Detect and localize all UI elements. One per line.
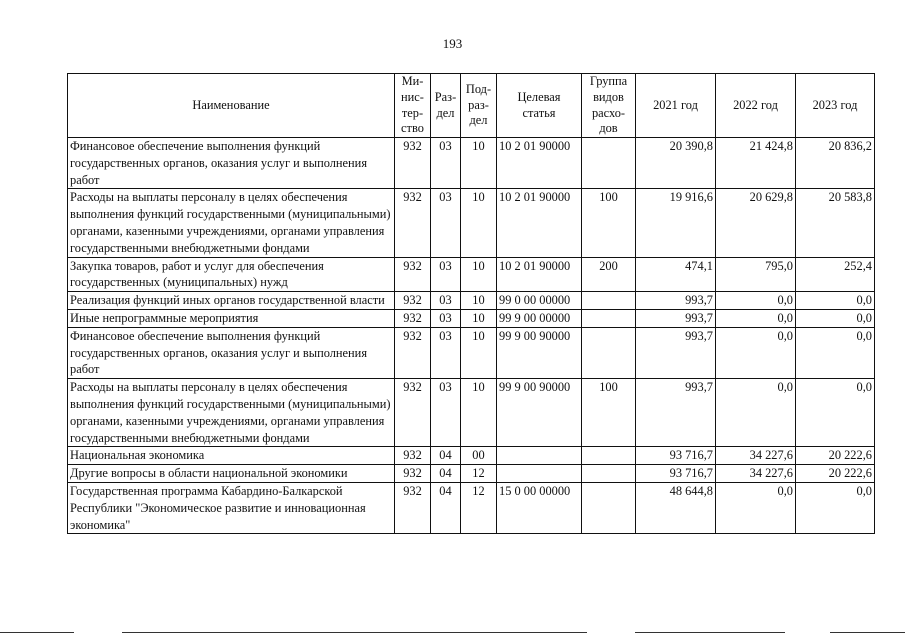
table-row	[68, 379, 875, 447]
cell-2022: 34 227,6	[716, 465, 796, 483]
header-subsection: Под- раз- дел	[461, 74, 497, 138]
header-2022: 2022 год	[716, 74, 796, 138]
cell-2023: 20 222,6	[796, 465, 875, 483]
cell-2023: 252,4	[796, 257, 875, 292]
cell-2021: 993,7	[636, 327, 716, 378]
cell-target	[497, 465, 582, 483]
footer-rule-right	[635, 632, 785, 633]
cell-section: 04	[431, 465, 461, 483]
cell-ministry: 932	[395, 292, 431, 310]
header-ministry: Ми- нис- тер- ство	[395, 74, 431, 138]
cell-name: Другие вопросы в области национальной экономики	[68, 465, 395, 483]
cell-2023: 20 836,2	[796, 138, 875, 189]
header-name-text: Наименование	[192, 97, 270, 112]
cell-name: Иные непрограммные мероприятия	[68, 309, 395, 327]
cell-ministry: 932	[395, 257, 431, 292]
cell-section: 03	[431, 292, 461, 310]
cell-exp-group: 200	[582, 257, 636, 292]
cell-target: 99 9 00 90000	[497, 379, 582, 447]
cell-2022: 20 629,8	[716, 189, 796, 257]
table-row	[68, 138, 875, 189]
cell-subsection: 10	[461, 292, 497, 310]
cell-exp-group	[582, 465, 636, 483]
cell-2021: 93 716,7	[636, 465, 716, 483]
cell-2021: 993,7	[636, 309, 716, 327]
cell-ministry: 932	[395, 309, 431, 327]
cell-2023: 0,0	[796, 292, 875, 310]
cell-2023: 0,0	[796, 482, 875, 533]
cell-2022: 21 424,8	[716, 138, 796, 189]
cell-section: 04	[431, 447, 461, 465]
cell-target: 99 0 00 00000	[497, 292, 582, 310]
cell-name: Национальная экономика	[68, 447, 395, 465]
table-row	[68, 465, 875, 483]
cell-subsection: 10	[461, 327, 497, 378]
cell-exp-group	[582, 482, 636, 533]
cell-name: Расходы на выплаты персоналу в целях обеспечения выполнения функций государственными (муниципальными) органами, казенными учреждениями, органами управления государственными внебюджетными фондами	[68, 379, 395, 447]
cell-ministry: 932	[395, 447, 431, 465]
table-header-row	[68, 74, 875, 138]
header-target: Целевая статья	[497, 74, 582, 138]
cell-ministry: 932	[395, 482, 431, 533]
cell-name: Финансовое обеспечение выполнения функций государственных органов, оказания услуг и выполнения работ	[68, 138, 395, 189]
cell-ministry: 932	[395, 138, 431, 189]
cell-subsection: 10	[461, 309, 497, 327]
cell-2022: 0,0	[716, 379, 796, 447]
budget-table	[67, 73, 875, 534]
cell-2022: 0,0	[716, 482, 796, 533]
cell-2023: 0,0	[796, 379, 875, 447]
cell-2021: 48 644,8	[636, 482, 716, 533]
cell-2021: 19 916,6	[636, 189, 716, 257]
cell-subsection: 00	[461, 447, 497, 465]
header-2023: 2023 год	[796, 74, 875, 138]
cell-2023: 20 222,6	[796, 447, 875, 465]
header-section: Раз- дел	[431, 74, 461, 138]
cell-section: 03	[431, 327, 461, 378]
cell-2021: 993,7	[636, 292, 716, 310]
cell-subsection: 12	[461, 465, 497, 483]
cell-name: Закупка товаров, работ и услуг для обеспечения государственных (муниципальных) нужд	[68, 257, 395, 292]
cell-2022: 795,0	[716, 257, 796, 292]
cell-subsection: 10	[461, 257, 497, 292]
header-name	[68, 74, 395, 138]
page-number: 193	[442, 36, 463, 51]
cell-exp-group	[582, 309, 636, 327]
cell-subsection: 10	[461, 379, 497, 447]
table-row	[68, 447, 875, 465]
cell-2023: 20 583,8	[796, 189, 875, 257]
cell-name: Расходы на выплаты персоналу в целях обеспечения выполнения функций государственными (муниципальными) органами, казенными учреждениями, органами управления государственными внебюджетными фондами	[68, 189, 395, 257]
table-row	[68, 257, 875, 292]
cell-2022: 0,0	[716, 292, 796, 310]
header-2021: 2021 год	[636, 74, 716, 138]
cell-name: Финансовое обеспечение выполнения функций государственных органов, оказания услуг и выполнения работ	[68, 327, 395, 378]
cell-2023: 0,0	[796, 309, 875, 327]
cell-section: 03	[431, 309, 461, 327]
footer-rule-end	[830, 632, 905, 633]
cell-2022: 0,0	[716, 327, 796, 378]
cell-exp-group: 100	[582, 379, 636, 447]
cell-subsection: 10	[461, 189, 497, 257]
cell-2021: 474,1	[636, 257, 716, 292]
table-row	[68, 309, 875, 327]
table-body	[68, 138, 875, 534]
cell-name: Реализация функций иных органов государственной власти	[68, 292, 395, 310]
cell-subsection: 12	[461, 482, 497, 533]
cell-2021: 20 390,8	[636, 138, 716, 189]
cell-ministry: 932	[395, 327, 431, 378]
table-row	[68, 327, 875, 378]
cell-2021: 993,7	[636, 379, 716, 447]
cell-ministry: 932	[395, 189, 431, 257]
cell-section: 03	[431, 379, 461, 447]
cell-2022: 0,0	[716, 309, 796, 327]
cell-ministry: 932	[395, 379, 431, 447]
cell-target: 10 2 01 90000	[497, 138, 582, 189]
cell-2022: 34 227,6	[716, 447, 796, 465]
header-exp-group: Группа видов расхо- дов	[582, 74, 636, 138]
table-row	[68, 482, 875, 533]
cell-exp-group: 100	[582, 189, 636, 257]
cell-section: 03	[431, 189, 461, 257]
footer-rule-left	[0, 632, 74, 633]
cell-section: 04	[431, 482, 461, 533]
cell-exp-group	[582, 292, 636, 310]
cell-exp-group	[582, 327, 636, 378]
cell-2021: 93 716,7	[636, 447, 716, 465]
cell-exp-group	[582, 447, 636, 465]
table-row	[68, 292, 875, 310]
cell-target: 99 9 00 90000	[497, 327, 582, 378]
cell-section: 03	[431, 257, 461, 292]
cell-target: 99 9 00 00000	[497, 309, 582, 327]
cell-target: 10 2 01 90000	[497, 257, 582, 292]
cell-target	[497, 447, 582, 465]
cell-section: 03	[431, 138, 461, 189]
cell-ministry: 932	[395, 465, 431, 483]
cell-target: 10 2 01 90000	[497, 189, 582, 257]
cell-name: Государственная программа Кабардино-Балкарской Республики "Экономическое развитие и инновационная экономика"	[68, 482, 395, 533]
cell-2023: 0,0	[796, 327, 875, 378]
table-row	[68, 189, 875, 257]
footer-rule-middle	[122, 632, 587, 633]
cell-target: 15 0 00 00000	[497, 482, 582, 533]
cell-exp-group	[582, 138, 636, 189]
cell-subsection: 10	[461, 138, 497, 189]
